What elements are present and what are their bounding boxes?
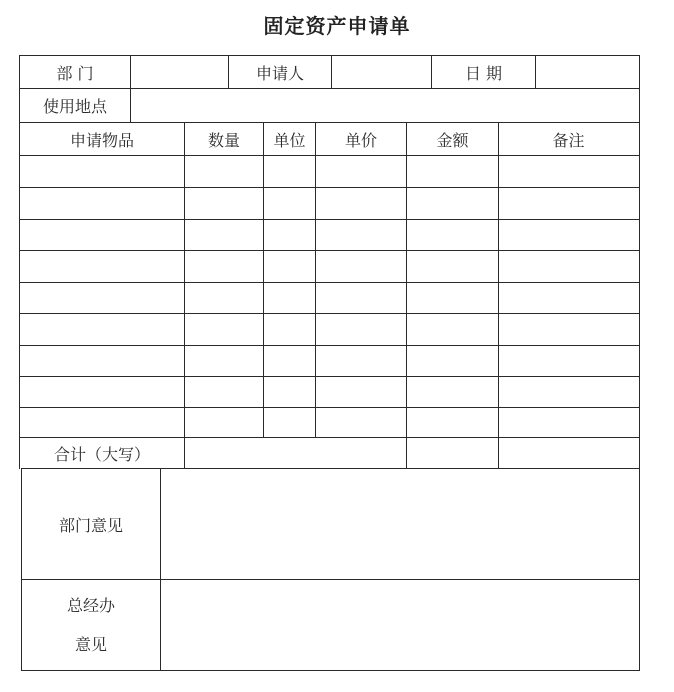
dept-opinion-field[interactable] [161, 469, 639, 579]
grid-line-vertical [315, 122, 316, 438]
col-header-unit-price: 单价 [344, 130, 377, 150]
col-header-amount: 金额 [436, 130, 469, 150]
department-field[interactable] [131, 56, 228, 88]
col-header-unit: 单位 [273, 130, 306, 150]
location-field[interactable] [131, 89, 638, 122]
location-label: 使用地点 [42, 97, 107, 116]
table-row-line [19, 155, 640, 156]
applicant-label: 申请人 [255, 63, 304, 83]
table-row-line [19, 187, 640, 188]
date-label: 日 期 [464, 63, 503, 83]
department-label: 部 门 [56, 63, 94, 83]
total-label: 合计（大写） [53, 444, 150, 464]
table-row-line [19, 219, 640, 220]
gm-opinion-field[interactable] [161, 580, 639, 670]
col-header-item: 申请物品 [69, 130, 134, 150]
col-header-remarks: 备注 [552, 130, 585, 150]
dept-opinion-label: 部门意见 [58, 515, 123, 535]
grid-line-vertical [263, 122, 264, 438]
grid-line-vertical [184, 122, 185, 469]
form-title: 固定资产申请单 [263, 14, 411, 38]
gm-opinion-label [22, 580, 160, 670]
col-header-quantity: 数量 [207, 130, 240, 150]
form-border-bottom [21, 670, 640, 671]
table-row-line [19, 376, 640, 377]
table-row-line [19, 313, 640, 314]
table-row-line [19, 282, 640, 283]
table-row-line [19, 407, 640, 408]
table-row-line [19, 345, 640, 346]
table-row-line [19, 250, 640, 251]
grid-line-vertical [406, 122, 407, 469]
gm-opinion-label-line2: 意见 [74, 634, 107, 654]
applicant-field[interactable] [332, 56, 431, 88]
grid-line-vertical [498, 122, 499, 469]
gm-opinion-label-line1: 总经办 [66, 595, 115, 615]
date-field[interactable] [536, 56, 638, 88]
